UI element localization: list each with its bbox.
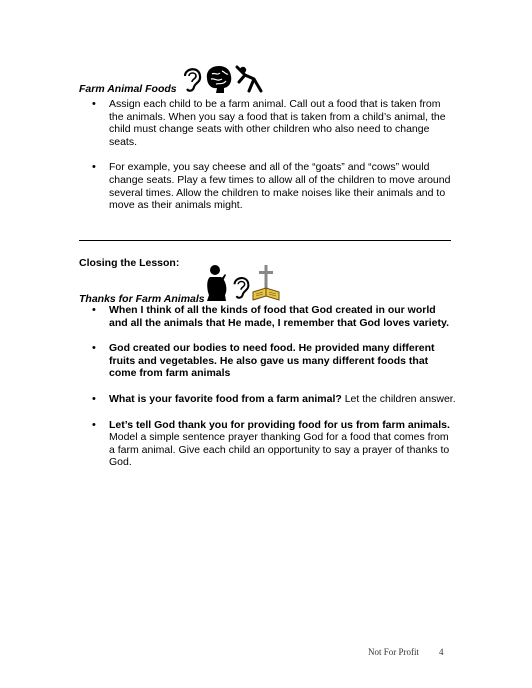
- list-item: • Let’s tell God thank you for providing food for us from farm animals. Model a simple sentence prayer thanking God for a food that comes from a farm animal. Give each child an opportunity to say a prayer of thanks to God.: [91, 419, 456, 469]
- stretching-person-icon: [234, 64, 266, 94]
- ear-icon: [230, 272, 252, 302]
- page-footer: [368, 647, 444, 657]
- closing-heading: Closing the Lesson:: [79, 257, 180, 269]
- footer-text: Not For Profit: [368, 647, 420, 657]
- list-item: • God created our bodies to need food. He provided many different fruits and vegetables. He also gave us many different foods that come from farm animals: [91, 342, 456, 380]
- list-item: • Assign each child to be a farm animal. Call out a food that is taken from the animals. When you say a food that is taken from a child’s animal, the child must change seats with other children who also need to change seats.: [91, 98, 456, 148]
- praying-child-icon: [204, 264, 230, 302]
- section2-bullet-list: [91, 304, 456, 482]
- brain-icon: [204, 64, 234, 94]
- section2-icons: [204, 264, 280, 302]
- section-heading-farm-animal-foods: Farm Animal Foods: [79, 83, 177, 95]
- horizontal-divider: [79, 240, 451, 241]
- section1-icons: [180, 64, 266, 94]
- list-item: • When I think of all the kinds of food that God created in our world and all the animals that He made, I remember that God loves variety.: [91, 304, 456, 329]
- section-heading-thanks-for-farm-animals: Thanks for Farm Animals: [79, 293, 205, 305]
- list-item: • For example, you say cheese and all of the “goats” and “cows” would change seats. Play a few times to allow all of the children to move around several times. Allow the children to make noises like their animals and to move as their animals might.: [91, 161, 456, 211]
- section1-bullet-list: [91, 98, 456, 225]
- bible-cross-icon: [252, 264, 280, 302]
- page-number: 4: [439, 647, 444, 657]
- list-item: • What is your favorite food from a farm animal? Let the children answer.: [91, 393, 456, 406]
- ear-icon: [180, 64, 204, 94]
